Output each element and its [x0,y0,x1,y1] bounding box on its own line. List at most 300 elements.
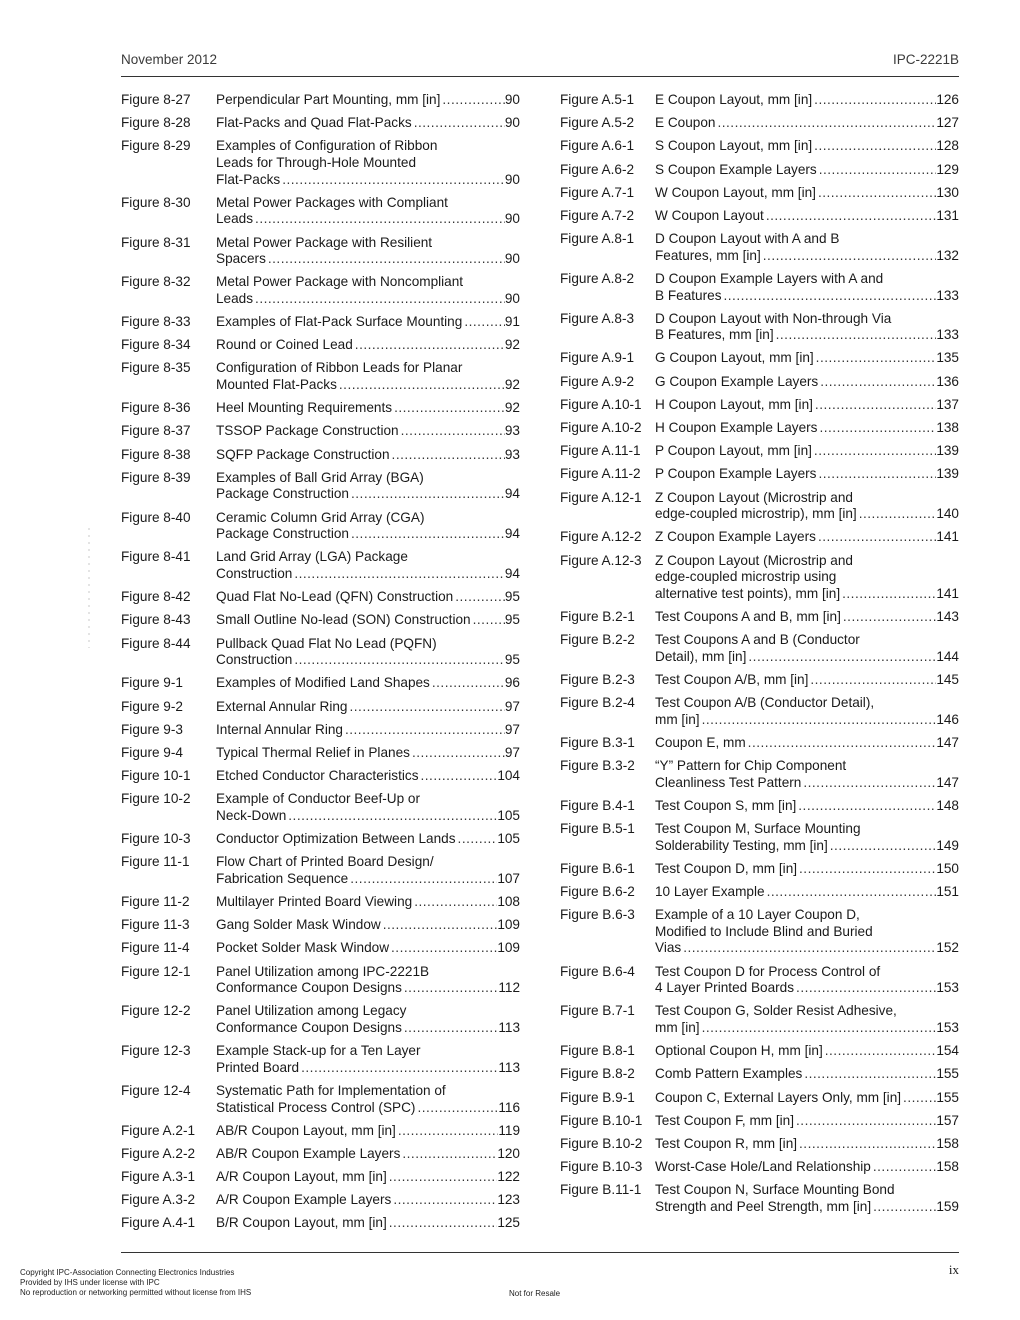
figure-title [216,1123,520,1140]
figure-title [655,208,959,225]
toc-entry [121,549,520,582]
dot-leader [286,808,497,825]
dot-leader [857,506,937,523]
title-line: A/R Coupon Example Layers [216,1192,392,1208]
title-line: B Features [655,287,722,303]
title-line: Example Stack-up for a Ten Layer [216,1043,421,1059]
figure-number: Figure 10-2 [121,791,191,807]
title-line: S Coupon Example Layers [655,161,817,177]
toc-entry [121,510,520,543]
figure-number: Figure B.6-3 [560,907,635,923]
dot-leader [746,735,937,752]
figure-number: Figure A.6-1 [560,138,635,154]
dot-leader [746,649,936,666]
dot-leader [812,443,936,460]
figure-number: Figure B.2-1 [560,608,635,624]
toc-entry [560,1159,959,1176]
figure-title [655,964,959,997]
toc-entry [121,636,520,669]
figure-title [216,447,520,464]
page-ref: 150 [936,860,959,876]
title-line: Test Coupon G, Solder Resist Adhesive, [655,1003,897,1019]
toc-entry [560,350,959,367]
page-ref: 125 [497,1215,520,1231]
dot-leader [797,1136,936,1153]
title-line: Construction [216,652,293,668]
toc-entry [121,115,520,132]
figure-title [655,1113,959,1130]
title-line: Flat-Packs [216,171,281,187]
figure-title [655,672,959,689]
title-line: Statistical Process Control (SPC) [216,1099,416,1115]
title-line: Test Coupon R, mm [in] [655,1135,798,1151]
figure-title [216,699,520,716]
page-ref: 109 [497,940,520,956]
toc-entry [560,1043,959,1060]
figure-title [216,1003,520,1036]
figure-title [655,821,959,854]
toc-entry [121,589,520,606]
figure-number: Figure B.2-2 [560,632,635,648]
dot-leader [681,940,936,957]
toc-entry [121,400,520,417]
page-ref: 90 [504,290,520,306]
title-line: Systematic Path for Implementation of [216,1082,446,1098]
dot-leader [253,291,505,308]
figure-title [216,1215,520,1232]
title-line: Perpendicular Part Mounting, mm [in] [216,92,441,107]
toc-entry [560,208,959,225]
page-ref: 136 [936,373,959,389]
title-line: E Coupon [655,115,716,131]
title-line: TSSOP Package Construction [216,423,399,439]
dot-leader [389,940,497,957]
page-ref: 159 [936,1198,959,1214]
dot-leader [392,400,505,417]
page-ref: 139 [936,466,959,482]
title-line: Detail), mm [in] [655,648,747,664]
figure-number: Figure A.11-1 [560,443,641,459]
page-ref: 158 [936,1159,959,1175]
dot-leader [410,745,505,762]
figure-title [216,115,520,132]
figure-title [216,235,520,268]
figure-number: Figure B.4-1 [560,797,635,813]
figure-title [216,894,520,911]
dot-leader [796,798,936,815]
page-ref: 151 [936,884,959,899]
toc-entry [121,235,520,268]
figure-number: Figure 12-1 [121,963,191,979]
page-ref: 94 [504,486,520,502]
figure-title [216,423,520,440]
title-line: H Coupon Layout, mm [in] [655,396,813,412]
toc-entry [560,271,959,304]
figure-number: Figure 9-4 [121,744,183,760]
dot-leader [402,980,498,997]
title-line: Multilayer Printed Board Viewing [216,894,413,909]
figure-number: Figure A.12-2 [560,529,642,545]
figure-title [216,964,520,997]
page-ref: 93 [504,423,520,439]
page-ref: 155 [936,1089,959,1105]
page-ref: 122 [497,1169,520,1185]
figure-number: Figure 8-28 [121,115,191,131]
figure-number: Figure 8-39 [121,469,191,485]
figure-number: Figure 8-35 [121,360,191,376]
title-line: Cleanliness Test Pattern [655,774,802,790]
toc-entry [560,466,959,483]
toc-entry [121,831,520,848]
figure-number: Figure 8-32 [121,274,191,290]
toc-entry [560,1066,959,1083]
figure-title [216,510,520,543]
figure-number: Figure 9-2 [121,698,183,714]
dot-leader [396,1123,499,1140]
toc-entry [560,443,959,460]
title-line: Z Coupon Layout (Microstrip and [655,489,853,505]
title-line: edge-coupled microstrip using [655,569,837,585]
page-ref: 105 [497,807,520,823]
toc-entry [560,758,959,791]
dot-leader [453,589,505,606]
toc-entry [121,699,520,716]
toc-entry [121,854,520,887]
toc-entry [560,609,959,626]
title-line: Metal Power Package with Noncompliant [216,274,464,290]
title-line: External Annular Ring [216,698,348,714]
dot-leader [797,861,936,878]
figure-title [216,1083,520,1116]
page-ref: 94 [504,526,520,542]
toc-entry [560,420,959,437]
header-date: November 2012 [121,52,218,67]
dot-leader [412,894,497,911]
figure-title [655,1066,959,1083]
toc-entry [121,1043,520,1076]
toc-entry [121,745,520,762]
page-ref: 97 [504,744,520,760]
figure-title [655,420,959,437]
page-ref: 90 [504,115,520,131]
title-line: S Coupon Layout, mm [in] [655,138,813,154]
dot-leader [700,712,937,729]
figure-number: Figure A.11-2 [560,466,641,482]
figure-number: Figure 11-1 [121,854,190,870]
figure-title [655,185,959,202]
dot-leader [700,1020,937,1037]
page-ref: 133 [936,327,959,343]
figure-title [216,940,520,957]
figure-number: Figure 8-40 [121,509,191,525]
page-ref: 116 [498,1099,520,1115]
figure-title [655,231,959,264]
figure-number: Figure 8-42 [121,589,191,605]
title-line: Fabrication Sequence [216,870,349,886]
title-line: Solderability Testing, mm [in] [655,837,828,853]
figure-number: Figure 12-3 [121,1043,191,1059]
figure-number: Figure B.6-2 [560,884,635,899]
dot-leader [430,675,505,692]
page-ref: 92 [504,337,520,353]
figure-number: Figure A.9-1 [560,350,635,366]
dot-leader [347,699,504,716]
figure-title [216,1043,520,1076]
title-line: Test Coupon M, Surface Mounting [655,821,861,837]
dot-leader [349,486,505,503]
title-line: Pocket Solder Mask Window [216,940,390,956]
page-ref: 97 [504,698,520,714]
toc-entry [560,115,959,132]
dot-leader [266,251,505,268]
toc-entry [560,821,959,854]
dot-leader [828,838,937,855]
figure-title [655,490,959,523]
figure-number: Figure A.10-1 [560,396,642,412]
dot-leader [794,980,936,997]
title-line: Metal Power Packages with Compliant [216,194,448,210]
title-line: Construction [216,565,293,581]
figure-number: Figure 8-33 [121,314,191,330]
figure-title [216,768,520,785]
dot-leader [794,1113,936,1130]
toc-entry [121,768,520,785]
figure-title [216,831,520,848]
title-line: B/R Coupon Layout, mm [in] [216,1215,387,1231]
title-line: Z Coupon Layout (Microstrip and [655,552,853,568]
toc-entry [121,1083,520,1116]
toc-entry [560,695,959,728]
dot-leader [901,1090,936,1107]
dot-leader [400,1146,497,1163]
toc-entry [121,337,520,354]
toc-entry [560,798,959,815]
figure-title [655,861,959,878]
toc-entry [560,735,959,752]
page-ref: 140 [936,506,959,522]
figure-title [216,138,520,188]
page-ref: 113 [498,1059,520,1075]
toc-entry [121,675,520,692]
toc-entry [560,1136,959,1153]
dot-leader [814,350,937,367]
toc-entry [121,138,520,188]
dot-leader [343,722,505,739]
figure-title [655,553,959,603]
toc-entry [121,964,520,997]
page-number: ix [948,1262,959,1277]
title-line: 4 Layer Printed Boards [655,980,795,996]
figure-number: Figure 8-31 [121,234,191,250]
figure-title [216,1169,520,1186]
page-ref: 154 [936,1043,959,1059]
title-line: Round or Coined Lead [216,337,353,353]
title-line: mm [in] [655,1019,700,1035]
dot-leader [871,1159,936,1176]
figure-title [655,758,959,791]
title-line: “Y” Pattern for Chip Component [655,758,847,774]
title-line: E Coupon Layout, mm [in] [655,92,813,107]
figure-title [655,138,959,155]
title-line: Package Construction [216,526,349,542]
toc-entry [121,791,520,824]
page-ref: 90 [504,251,520,267]
toc-left-column [121,92,520,1239]
title-line: Worst-Case Hole/Land Relationship [655,1159,871,1175]
toc-entry [121,1003,520,1036]
figure-number: Figure 8-30 [121,194,191,210]
figure-title [216,722,520,739]
figure-number: Figure B.2-3 [560,671,635,687]
figure-title [216,337,520,354]
figure-number: Figure B.2-4 [560,695,635,711]
title-line: Test Coupon F, mm [in] [655,1112,795,1128]
figure-number: Figure A.12-1 [560,489,642,505]
title-line: Comb Pattern Examples [655,1066,803,1082]
figure-number: Figure 8-41 [121,549,191,565]
figure-number: Figure B.10-2 [560,1135,643,1151]
figure-number: Figure 10-3 [121,831,191,847]
dot-leader [292,566,505,583]
title-line: Test Coupon D for Process Control of [655,963,881,979]
title-line: Internal Annular Ring [216,721,343,737]
figure-number: Figure 8-43 [121,612,191,628]
page-ref: 137 [936,396,959,412]
toc-entry [560,397,959,414]
figure-title [655,443,959,460]
page-ref: 109 [497,917,520,933]
title-line: H Coupon Example Layers [655,420,818,436]
dot-leader [471,612,505,629]
dot-leader [816,529,936,546]
title-line: Flow Chart of Printed Board Design/ [216,854,434,870]
dot-leader [381,917,498,934]
toc-entry [560,1113,959,1130]
figure-number: Figure B.10-3 [560,1159,643,1175]
page-ref: 127 [936,115,959,131]
figure-number: Figure 8-27 [121,92,191,107]
figure-number: Figure A.8-2 [560,270,635,286]
figure-number: Figure 8-37 [121,423,191,439]
figure-title [216,1192,520,1209]
figure-number: Figure B.10-1 [560,1112,643,1128]
figure-title [216,274,520,307]
dot-leader [253,211,505,228]
toc-entry [560,138,959,155]
figure-title [655,735,959,752]
dot-leader [774,327,937,344]
title-line: Leads for Through-Hole Mounted [216,154,417,170]
figure-title [655,695,959,728]
dot-leader [812,138,936,155]
figure-number: Figure 8-36 [121,400,191,416]
title-line: Configuration of Ribbon Leads for Planar [216,360,463,376]
figure-number: Figure A.4-1 [121,1215,196,1231]
figure-title [216,589,520,606]
page-ref: 152 [936,940,959,956]
title-line: D Coupon Example Layers with A and [655,270,884,286]
figure-number: Figure 11-3 [121,917,190,933]
dot-leader [399,423,505,440]
toc-entry [121,360,520,393]
figure-number: Figure B.6-1 [560,860,635,876]
title-line: mm [in] [655,711,700,727]
dot-leader [761,248,937,265]
copyright-notice [20,1268,251,1298]
toc-entry [121,274,520,307]
dot-leader [816,466,936,483]
title-line: Flat-Packs and Quad Flat-Packs [216,115,412,131]
page-ref: 95 [504,612,520,628]
figure-title [655,798,959,815]
dot-leader [801,775,936,792]
title-line: Quad Flat No-Lead (QFN) Construction [216,589,454,605]
toc-entry [121,423,520,440]
dot-leader [840,586,936,603]
figure-number: Figure 8-44 [121,635,191,651]
page-ref: 153 [936,980,959,996]
figure-title [216,675,520,692]
dot-leader [765,884,937,901]
figure-number: Figure A.8-1 [560,231,635,247]
page-ref: 91 [504,314,520,330]
figure-title [216,470,520,503]
page-ref: 95 [504,589,520,605]
figure-number: Figure A.8-3 [560,310,635,326]
toc-entry [560,374,959,391]
title-line: Features, mm [in] [655,247,761,263]
figure-number: Figure A.2-2 [121,1145,196,1161]
figure-number: Figure 8-38 [121,446,191,462]
figure-number: Figure B.3-1 [560,734,635,750]
toc-right-column [560,92,959,1222]
toc-entry [560,185,959,202]
title-line: Examples of Modified Land Shapes [216,675,430,691]
title-line: Etched Conductor Characteristics [216,768,419,784]
title-line: Package Construction [216,486,349,502]
figure-title [216,917,520,934]
page-ref: 90 [504,92,520,107]
figure-title [655,1159,959,1176]
dot-leader [412,115,505,132]
copyright-line: Copyright IPC-Association Connecting Electronics Industries [20,1268,235,1277]
page-ref: 104 [497,768,520,784]
figure-title [655,1136,959,1153]
toc-entry [560,231,959,264]
figure-number: Figure A.5-1 [560,92,635,107]
title-line: Modified to Include Blind and Buried [655,923,873,939]
title-line: Panel Utilization among Legacy [216,1003,407,1019]
dot-leader [818,374,936,391]
page-ref: 145 [936,671,959,687]
title-line: Test Coupon A/B (Conductor Detail), [655,695,875,711]
figure-title [655,1182,959,1215]
page-ref: 149 [936,837,959,853]
figure-title [216,1146,520,1163]
toc-entry [560,311,959,344]
title-line: AB/R Coupon Example Layers [216,1145,401,1161]
toc-entry [560,553,959,603]
figure-title [216,360,520,393]
footer-rule [121,1252,959,1253]
title-line: Examples of Configuration of Ribbon [216,138,438,154]
figure-title [655,350,959,367]
dot-leader [419,768,498,785]
page-ref: 155 [936,1066,959,1082]
dot-leader [299,1060,498,1077]
page-ref: 157 [936,1112,959,1128]
title-line: Spacers [216,251,266,267]
